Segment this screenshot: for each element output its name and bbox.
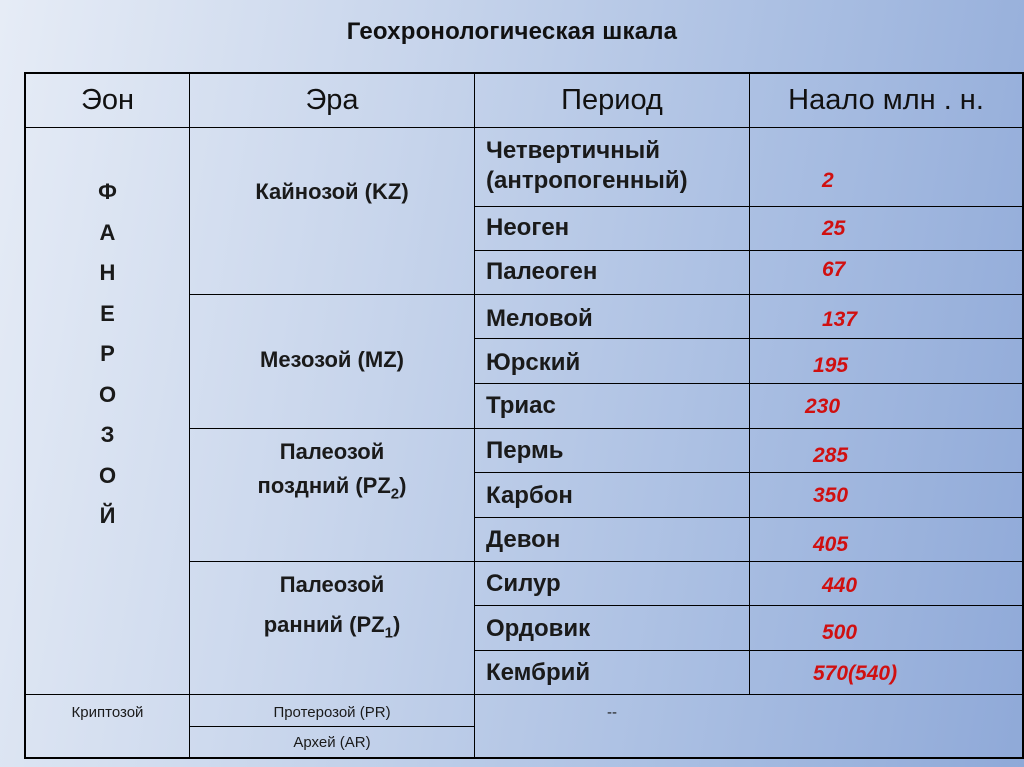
eon-letter: Р [100,341,115,366]
era-mesozoic: Мезозой (MZ) [260,347,404,372]
page-title: Геохронологическая шкала [346,18,678,45]
eon-letter: А [99,219,116,245]
header-start-mya: Наало млн . н. [788,83,984,116]
period-paleogene: Палеоген [486,258,598,285]
eon-letter: Е [100,300,115,326]
era-cenozoic: Кайнозой (KZ) [255,179,409,204]
era-name-line: поздний $(PZ_2)$ [257,473,407,503]
start-value: 440 [822,574,858,597]
period-divider [474,605,1024,606]
period-triassic: Триас [486,392,556,419]
start-value: 2 [822,169,834,192]
eon-letter: З [100,422,115,447]
start-value: 350 [813,484,849,507]
header-era: Эра [305,83,359,116]
period-silurian: Силур [486,570,561,597]
period-divider [474,472,1024,473]
era-divider-2 [189,428,1024,429]
period-ordovician: Ордовик [486,615,591,642]
eon-letter: О [98,462,117,488]
table-border-bottom [24,757,1024,759]
era-name-line: Палеозой [279,572,385,597]
period-permian: Пермь [486,437,564,464]
era-proterozoic: Протерозой (PR) [273,704,391,721]
eon-cryptozoic: Криптозой [71,704,144,721]
era-name-line: ранний $(PZ_1)$ [263,612,401,642]
start-value: 230 [805,395,841,418]
period-carboniferous: Карбон [486,482,573,509]
start-value: 195 [813,354,849,377]
period-quaternary: Четвертичный (антропогенный) [486,137,688,194]
era-divider-1 [189,294,1024,295]
eon-letter: Ф [98,179,117,204]
cryptozoic-era-divider [189,726,474,727]
eon-letter: Н [99,260,116,285]
period-divider [474,517,1024,518]
period-neogene: Неоген [486,214,570,241]
eon-letter: Й [99,503,116,528]
eon-letter: О [98,381,117,407]
era-archean: Архей (AR) [293,734,371,751]
era-paleozoic-late [190,435,474,511]
header-period: Период [561,83,663,116]
period-divider [474,206,1024,207]
period-jurassic: Юрский [486,349,581,376]
start-value: 405 [813,533,849,556]
start-value: 500 [822,621,858,644]
period-divider [474,250,1024,251]
cryptozoic-dash: -- [607,704,617,721]
period-devonian: Девон [486,526,561,553]
period-divider [474,650,1024,651]
era-divider-3 [189,561,1024,562]
header-eon: Эон [81,83,134,116]
eon-phanerozoic [26,172,189,537]
era-paleozoic-early [190,568,474,650]
period-cambrian: Кембрий [486,659,591,686]
start-value: 137 [822,308,858,331]
eon-divider [24,694,1024,695]
period-cretaceous: Меловой [486,305,593,332]
start-value: 67 [822,258,846,281]
period-divider [474,383,1024,384]
col-line-2 [474,72,475,759]
start-value: 285 [813,444,849,467]
period-divider [474,338,1024,339]
era-name-line: Палеозой [279,439,385,464]
start-value: 570(540) [813,662,898,685]
start-value: 25 [822,217,846,240]
